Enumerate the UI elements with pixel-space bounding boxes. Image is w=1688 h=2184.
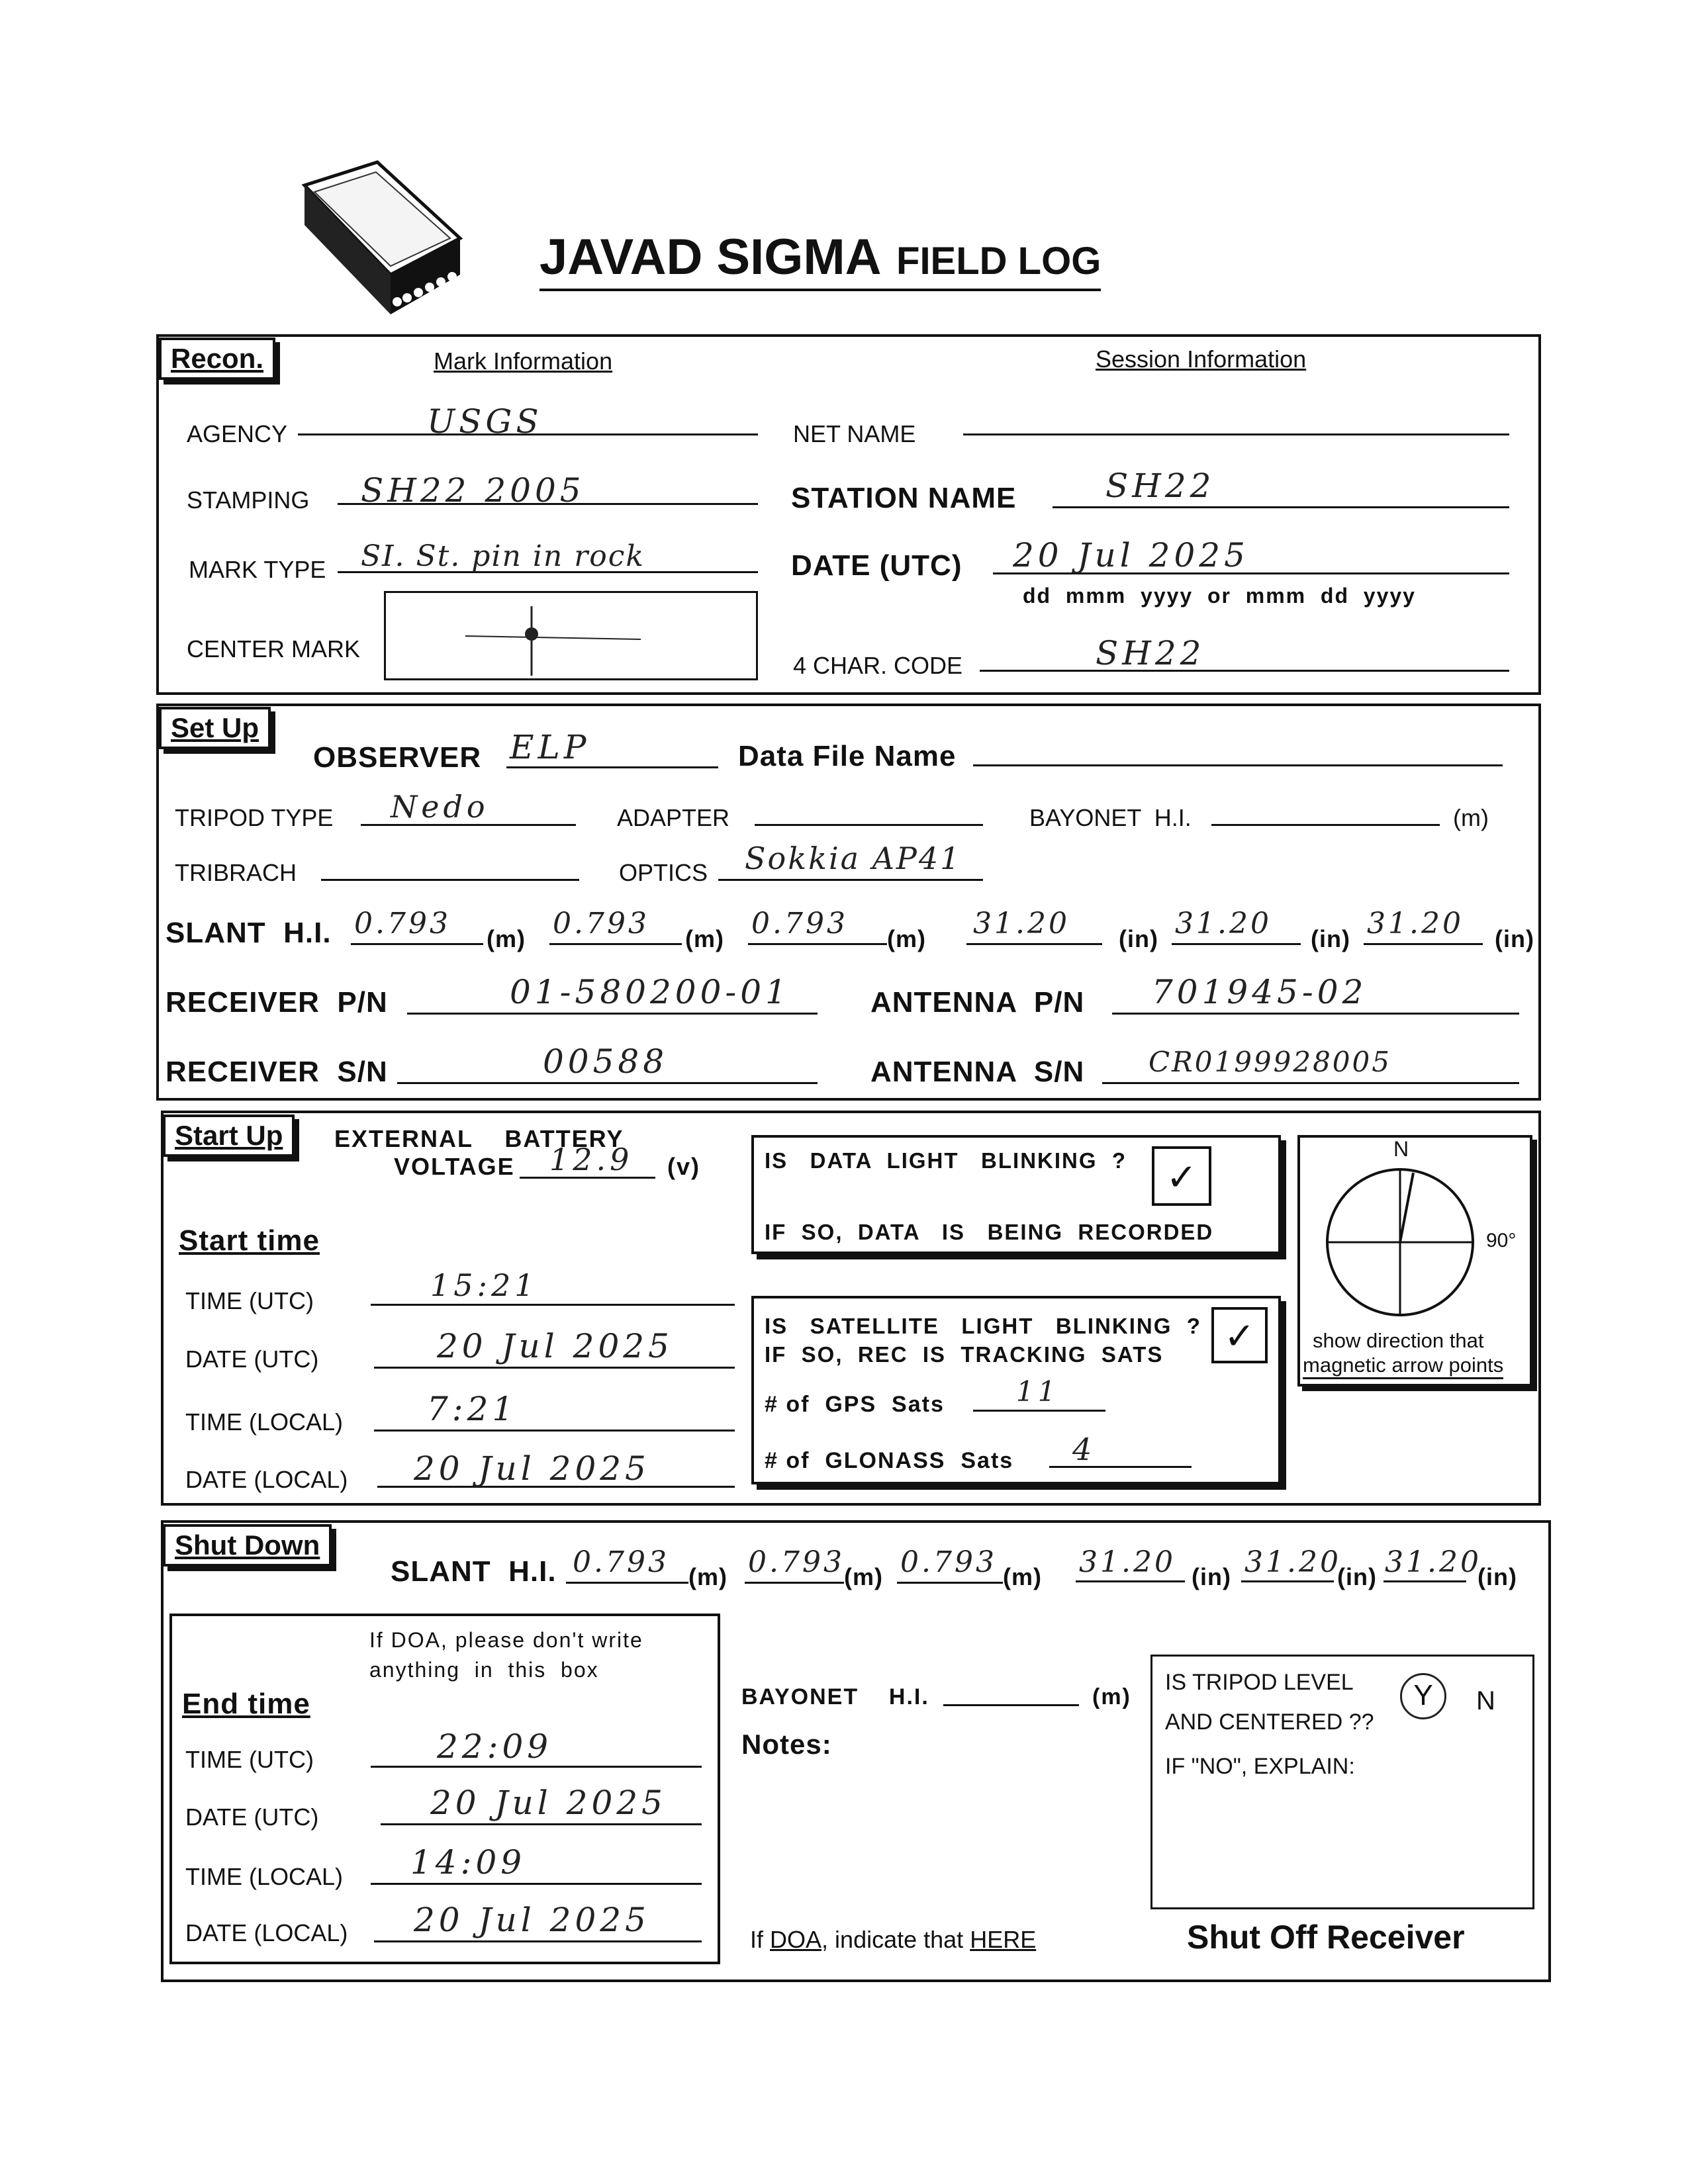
antenna-pn-value: 701945-02 — [1152, 973, 1368, 1011]
observer-value: ELP — [510, 728, 590, 766]
battery-label-1: EXTERNAL BATTERY — [334, 1125, 624, 1152]
shutdown-slant-value-2: 0.793 — [748, 1545, 845, 1579]
start-date-local-label: DATE (LOCAL) — [185, 1466, 348, 1493]
stamping-label: STAMPING — [187, 486, 310, 514]
title-sub: FIELD LOG — [896, 240, 1102, 283]
end-time-local-label: TIME (LOCAL) — [185, 1863, 344, 1890]
glonass-sats-label: # of GLONASS Sats — [765, 1448, 1014, 1473]
tripod-level-yes: Y — [1413, 1679, 1433, 1711]
net-name-label: NET NAME — [793, 420, 916, 447]
doa-indicate-doa: DOA — [770, 1926, 822, 1953]
explain-area[interactable] — [1165, 1787, 1516, 1899]
receiver-sn-value: 00588 — [543, 1042, 669, 1081]
station-name-label: STATION NAME — [791, 482, 1017, 514]
end-time-local-value: 14:09 — [410, 1843, 526, 1882]
setup-slant-field-5[interactable] — [1172, 943, 1301, 945]
receiver-illustration — [291, 159, 470, 318]
date-format-hint: dd mmm yyyy or mmm dd yyyy — [1023, 584, 1416, 608]
shutdown-slant-field-4[interactable] — [1076, 1580, 1185, 1582]
agency-label: AGENCY — [187, 420, 288, 447]
tribrach-field[interactable] — [321, 879, 579, 881]
tripod-level-yes-option[interactable] — [1400, 1673, 1446, 1719]
setup-slant-field-2[interactable] — [549, 943, 682, 945]
tripod-level-q1: IS TRIPOD LEVEL — [1165, 1670, 1354, 1695]
shutdown-slant-field-1[interactable] — [566, 1582, 688, 1584]
start-time-local-field[interactable] — [374, 1430, 735, 1432]
receiver-sn-field[interactable] — [397, 1082, 818, 1084]
doa-note-1: If DOA, please don't write — [369, 1628, 643, 1652]
gps-sats-field[interactable] — [973, 1410, 1105, 1412]
bayonet-hi-unit: (m) — [1453, 804, 1489, 831]
start-time-local-value: 7:21 — [427, 1390, 518, 1428]
bayonet-hi-label: BAYONET H.I. — [1029, 804, 1192, 831]
start-date-utc-label: DATE (UTC) — [185, 1345, 319, 1373]
session-info-heading: Session Information — [1096, 345, 1307, 373]
tripod-level-no[interactable]: N — [1476, 1686, 1495, 1715]
data-file-field[interactable] — [973, 764, 1503, 766]
shutdown-slant-label: SLANT H.I. — [391, 1555, 557, 1588]
compass-90-label: 90° — [1486, 1230, 1517, 1251]
data-light-question: IS DATA LIGHT BLINKING ? — [765, 1148, 1127, 1173]
observer-label: OBSERVER — [313, 741, 482, 774]
shutdown-slant-value-1: 0.793 — [573, 1545, 669, 1579]
setup-slant-unit-2: (m) — [685, 925, 724, 952]
optics-field[interactable] — [718, 879, 983, 881]
tripod-label: TRIPOD TYPE — [175, 804, 334, 831]
setup-slant-unit-5: (in) — [1311, 925, 1350, 952]
glonass-sats-value: 4 — [1072, 1432, 1096, 1467]
antenna-sn-field[interactable] — [1102, 1082, 1519, 1084]
antenna-sn-value: CR0199928005 — [1149, 1046, 1391, 1078]
doa-here-link[interactable]: HERE — [970, 1926, 1037, 1953]
startup-tab: Start Up — [163, 1115, 295, 1157]
sat-light-question: IS SATELLITE LIGHT BLINKING ? — [765, 1314, 1201, 1338]
shutdown-slant-field-2[interactable] — [745, 1582, 844, 1584]
adapter-label: ADAPTER — [617, 804, 730, 831]
setup-slant-field-3[interactable] — [748, 943, 887, 945]
mark-info-heading: Mark Information — [434, 347, 613, 375]
net-name-field[interactable] — [963, 433, 1509, 435]
setup-slant-field-6[interactable] — [1364, 943, 1483, 945]
station-name-value: SH22 — [1105, 467, 1215, 505]
center-mark-label: CENTER MARK — [187, 635, 361, 662]
start-date-utc-value: 20 Jul 2025 — [437, 1327, 673, 1365]
end-date-utc-field[interactable] — [381, 1823, 702, 1825]
shutdown-slant-field-6[interactable] — [1383, 1580, 1466, 1582]
shutdown-slant-value-3: 0.793 — [900, 1545, 997, 1579]
data-light-note: IF SO, DATA IS BEING RECORDED — [765, 1220, 1214, 1244]
battery-unit: (v) — [667, 1153, 700, 1180]
setup-slant-value-6: 31.20 — [1367, 907, 1464, 940]
setup-slant-field-1[interactable] — [351, 943, 483, 945]
data-light-checkbox[interactable]: ✓ — [1152, 1146, 1211, 1206]
setup-slant-field-4[interactable] — [966, 943, 1102, 945]
setup-slant-unit-1: (m) — [487, 925, 526, 952]
shutdown-slant-unit-4: (in) — [1192, 1563, 1231, 1590]
end-time-utc-value: 22:09 — [437, 1727, 553, 1766]
sat-light-checkbox[interactable]: ✓ — [1211, 1307, 1268, 1363]
receiver-pn-label: RECEIVER P/N — [165, 986, 388, 1019]
shutdown-slant-unit-6: (in) — [1477, 1563, 1517, 1590]
shutdown-slant-field-5[interactable] — [1241, 1580, 1334, 1582]
start-time-utc-field[interactable] — [371, 1304, 735, 1306]
optics-value: Sokkia AP41 — [745, 841, 962, 876]
compass-dial[interactable] — [1324, 1166, 1476, 1318]
battery-value: 12.9 — [549, 1142, 633, 1177]
shutdown-slant-unit-3: (m) — [1003, 1563, 1042, 1590]
doa-indicate — [750, 1926, 1036, 1954]
data-file-label: Data File Name — [738, 740, 957, 772]
shutdown-slant-value-4: 31.20 — [1079, 1545, 1176, 1579]
shutdown-bayonet-field[interactable] — [943, 1704, 1079, 1706]
center-mark-sketch — [386, 593, 757, 679]
start-date-local-value: 20 Jul 2025 — [414, 1449, 650, 1488]
setup-slant-value-3: 0.793 — [751, 907, 848, 940]
end-date-utc-value: 20 Jul 2025 — [430, 1784, 667, 1822]
receiver-pn-value: 01-580200-01 — [510, 973, 790, 1011]
agency-value: USGS — [427, 402, 543, 441]
adapter-field[interactable] — [755, 824, 983, 826]
compass-caption-2: magnetic arrow points — [1303, 1353, 1503, 1379]
antenna-pn-field[interactable] — [1112, 1013, 1519, 1015]
sat-light-note: IF SO, REC IS TRACKING SATS — [765, 1342, 1164, 1367]
gps-sats-value: 11 — [1016, 1375, 1060, 1408]
char-code-field[interactable] — [980, 670, 1509, 672]
shutdown-slant-unit-2: (m) — [844, 1563, 883, 1590]
end-time-local-field[interactable] — [371, 1883, 702, 1885]
end-time-utc-field[interactable] — [371, 1766, 702, 1768]
setup-slant-unit-3: (m) — [887, 925, 926, 952]
setup-slant-value-4: 31.20 — [973, 907, 1070, 940]
station-name-field[interactable] — [1053, 506, 1509, 508]
tribrach-label: TRIBRACH — [175, 859, 297, 886]
start-time-local-label: TIME (LOCAL) — [185, 1408, 344, 1435]
shutdown-slant-value-6: 31.20 — [1385, 1545, 1481, 1579]
optics-label: OPTICS — [619, 859, 708, 886]
antenna-pn-label: ANTENNA P/N — [870, 986, 1085, 1019]
compass-caption-1: show direction that — [1313, 1329, 1484, 1352]
doa-indicate-mid: , indicate that — [821, 1926, 964, 1953]
setup-slant-value-1: 0.793 — [354, 907, 451, 940]
compass-north-label: N — [1393, 1137, 1409, 1161]
tripod-value: Nedo — [391, 789, 489, 825]
end-date-local-value: 20 Jul 2025 — [414, 1901, 650, 1939]
shutdown-tab: Shut Down — [163, 1524, 332, 1567]
shutdown-slant-value-5: 31.20 — [1244, 1545, 1341, 1579]
end-date-local-field[interactable] — [374, 1940, 702, 1942]
start-date-utc-field[interactable] — [374, 1367, 735, 1369]
start-time-utc-value: 15:21 — [430, 1267, 538, 1303]
bayonet-hi-field[interactable] — [1211, 824, 1440, 826]
receiver-pn-field[interactable] — [407, 1013, 818, 1015]
setup-slant-value-5: 31.20 — [1175, 907, 1272, 940]
title-main: JAVAD SIGMA — [539, 229, 882, 285]
shut-off-receiver: Shut Off Receiver — [1187, 1919, 1465, 1956]
antenna-sn-label: ANTENNA S/N — [870, 1056, 1085, 1088]
setup-slant-unit-6: (in) — [1495, 925, 1534, 952]
glonass-sats-field[interactable] — [1049, 1466, 1192, 1468]
doa-indicate-pre: If — [750, 1926, 764, 1953]
battery-label-2: VOLTAGE — [394, 1153, 515, 1180]
end-date-local-label: DATE (LOCAL) — [185, 1919, 348, 1946]
stamping-value: SH22 2005 — [361, 471, 585, 510]
shutdown-bayonet-label: BAYONET H.I. — [741, 1684, 929, 1709]
date-label: DATE (UTC) — [791, 549, 962, 582]
notes-label: Notes: — [741, 1729, 832, 1760]
notes-area[interactable] — [741, 1770, 1132, 1903]
receiver-sn-label: RECEIVER S/N — [165, 1056, 388, 1088]
shutdown-slant-unit-1: (m) — [688, 1563, 727, 1590]
explain-label: IF "NO", EXPLAIN: — [1165, 1754, 1355, 1779]
setup-tab: Set Up — [159, 707, 271, 749]
start-time-heading: Start time — [179, 1224, 320, 1257]
doa-note-2: anything in this box — [369, 1658, 599, 1682]
setup-slant-unit-4: (in) — [1119, 925, 1158, 952]
start-time-utc-label: TIME (UTC) — [185, 1287, 314, 1314]
observer-field[interactable] — [506, 766, 718, 768]
setup-slant-label: SLANT H.I. — [165, 917, 332, 949]
end-time-utc-label: TIME (UTC) — [185, 1746, 314, 1773]
tripod-level-q2: AND CENTERED ?? — [1165, 1709, 1374, 1735]
char-code-label: 4 CHAR. CODE — [793, 652, 963, 679]
mark-type-value: SI. St. pin in rock — [361, 539, 645, 573]
recon-tab: Recon. — [159, 338, 275, 380]
gps-sats-label: # of GPS Sats — [765, 1392, 945, 1417]
setup-slant-value-2: 0.793 — [553, 907, 649, 940]
shutdown-slant-field-3[interactable] — [897, 1582, 1003, 1584]
form-title — [539, 228, 1101, 291]
end-time-heading: End time — [182, 1688, 310, 1720]
shutdown-slant-unit-5: (in) — [1337, 1563, 1377, 1590]
char-code-value: SH22 — [1096, 634, 1205, 672]
center-mark-box[interactable] — [384, 591, 758, 680]
shutdown-bayonet-unit: (m) — [1092, 1684, 1131, 1709]
date-value: 20 Jul 2025 — [1013, 536, 1249, 574]
mark-type-label: MARK TYPE — [189, 556, 326, 583]
end-date-utc-label: DATE (UTC) — [185, 1803, 319, 1831]
